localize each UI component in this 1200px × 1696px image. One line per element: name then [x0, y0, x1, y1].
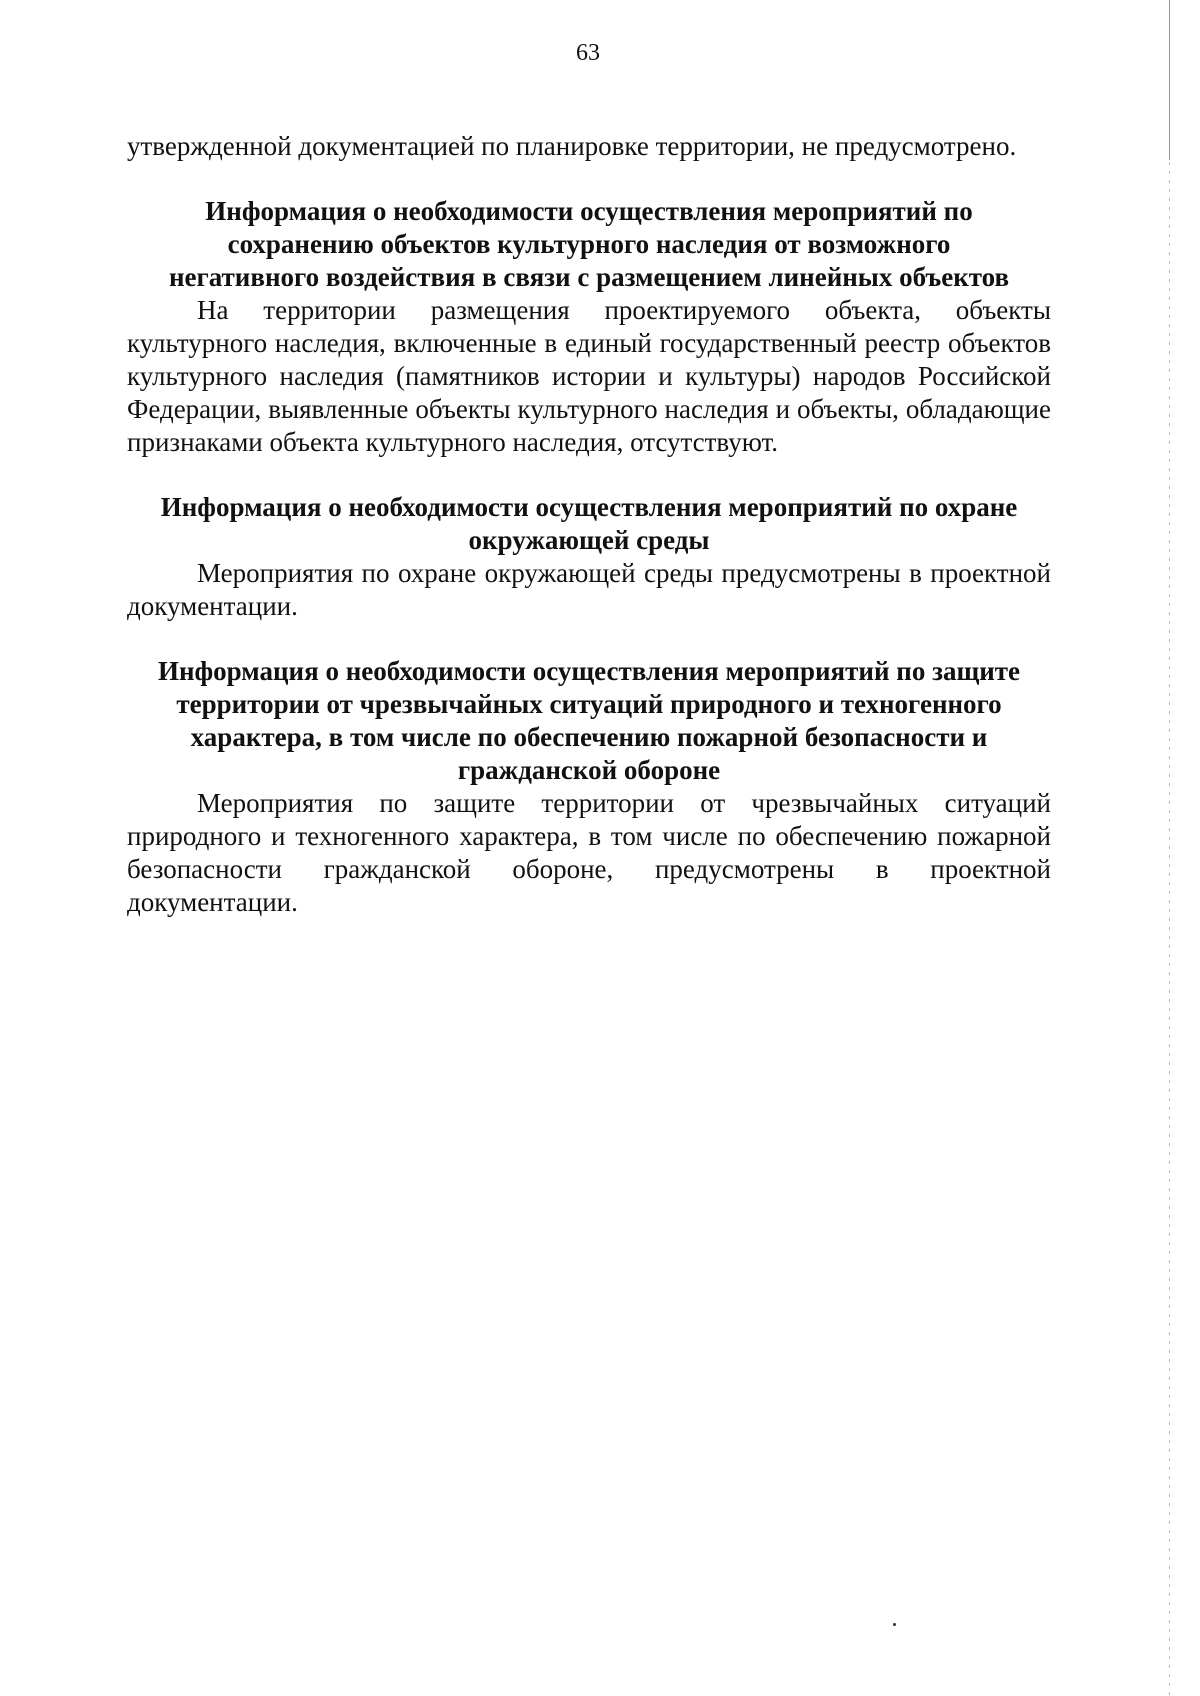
section-emergency-protection: [127, 655, 1051, 919]
section-body: Мероприятия по защите территории от чрезвычайных ситуаций природного и техногенного характера, в том числе по обеспечению пожарной безопасности гражданской обороне, предусмотрены в проектной документации.: [127, 788, 1051, 917]
section-environment: [127, 491, 1051, 623]
section-heading: [127, 195, 1051, 294]
section-cultural-heritage: [127, 195, 1051, 459]
section-heading: [127, 655, 1051, 787]
heading-line: Информация о необходимости осуществления мероприятий по: [205, 196, 973, 226]
heading-line: характера, в том числе по обеспечению пожарной безопасности и: [190, 722, 988, 752]
heading-line: гражданской обороне: [457, 755, 721, 785]
heading-line: окружающей среды: [468, 525, 710, 555]
heading-line: сохранению объектов культурного наследия от возможного: [227, 229, 951, 259]
continuation-paragraph: утвержденной документацией по планировке территории, не предусмотрено.: [127, 131, 1017, 161]
heading-line: Информация о необходимости осуществления мероприятий по защите: [157, 656, 1021, 686]
section-heading: [127, 491, 1051, 557]
heading-line: негативного воздействия в связи с размещением линейных объектов: [168, 262, 1010, 292]
scan-edge-dashes: [1169, 0, 1170, 1696]
section-body: Мероприятия по охране окружающей среды предусмотрены в проектной документации.: [127, 558, 1051, 621]
section-body: На территории размещения проектируемого объекта, объекты культурного наследия, включенные в единый государственный реестр объектов культурного наследия (памятников истории и культуры) народов Российской Федерации, выявленные объекты культурного наследия и объекты, обладающие признаками объекта культурного наследия, отсутствуют.: [127, 295, 1051, 457]
heading-line: территории от чрезвычайных ситуаций природного и техногенного: [176, 689, 1002, 719]
heading-line: Информация о необходимости осуществления мероприятий по охране: [160, 492, 1018, 522]
document-body: [127, 130, 1051, 919]
page-number: 63: [576, 40, 600, 66]
scan-speck: [893, 1623, 896, 1626]
